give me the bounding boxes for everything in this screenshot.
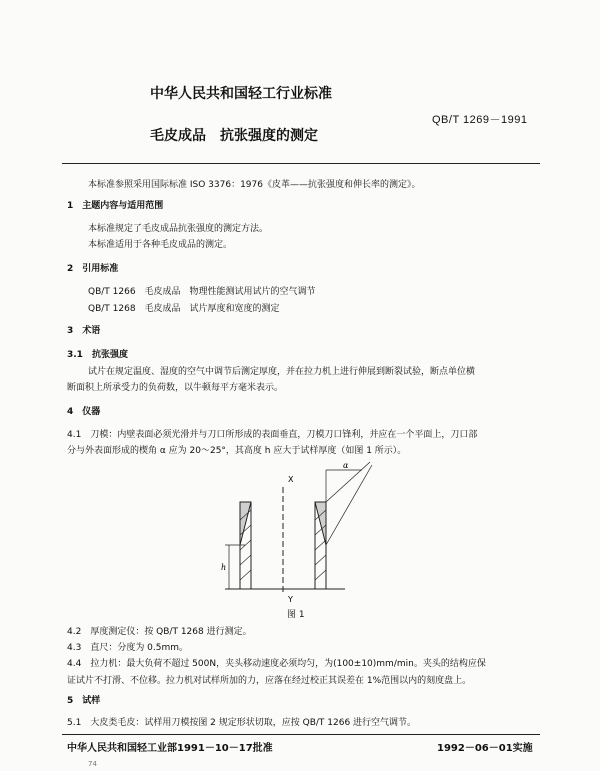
section-4-1-line-2: 分与外表面形成的楔角 α 应为 20～25°，其高度 h 应大于试样厚度（如图 1 所示）。 bbox=[67, 446, 407, 456]
section-4-3: 4.3 直尺：分度为 0.5mm。 bbox=[67, 643, 189, 653]
header-rule bbox=[62, 163, 540, 164]
die-right-wall bbox=[315, 502, 326, 589]
section-2-heading: 2 引用标准 bbox=[67, 264, 119, 274]
section-3-1-line-2: 断面积上所承受力的负荷数，以牛顿每平方毫米表示。 bbox=[67, 383, 284, 393]
section-5-heading: 5 试样 bbox=[67, 696, 101, 706]
section-3-heading: 3 术语 bbox=[67, 326, 101, 336]
section-4-4-line-1: 4.4 拉力机：最大负荷不超过 500N，夹头移动速度必须均匀，为(100±10)mm/min。夹头的结构应保 bbox=[67, 659, 486, 669]
doc-title: 毛皮成品 抗张强度的测定 bbox=[150, 128, 318, 144]
reference-2: QB/T 1268 毛皮成品 试片厚度和宽度的测定 bbox=[88, 304, 280, 314]
section-1-para-1: 本标准规定了毛皮成品抗张强度的测定方法。 bbox=[88, 224, 269, 234]
standard-number: QB/T 1269－1991 bbox=[432, 114, 528, 126]
figure-1-caption: 图 1 bbox=[287, 610, 305, 620]
section-1-para-2: 本标准适用于各种毛皮成品的测定。 bbox=[88, 240, 233, 250]
reference-1: QB/T 1266 毛皮成品 物理性能测试用试片的空气调节 bbox=[88, 287, 316, 297]
section-4-4-line-2: 证试片不打滑、不位移。拉力机对试样所加的力，应落在经过校正其误差在 1%范围以内的刻度盘上。 bbox=[67, 676, 472, 686]
intro-paragraph: 本标准参照采用国际标准 ISO 3376：1976《皮革——抗张强度和伸长率的测定》。 bbox=[88, 180, 421, 190]
section-3-1-heading: 3.1 抗张强度 bbox=[67, 350, 128, 360]
figure-label-h: h bbox=[221, 563, 227, 572]
die-right-blade bbox=[315, 502, 326, 545]
figure-label-alpha: α bbox=[343, 461, 349, 470]
page-number: 74 bbox=[88, 760, 97, 768]
die-left-wall bbox=[240, 502, 251, 589]
section-3-1-line-1: 试片在规定温度、湿度的空气中调节后测定厚度，并在拉力机上进行伸展到断裂试验，断点单位横 bbox=[88, 367, 476, 377]
outer-slope-line bbox=[326, 465, 372, 545]
section-4-2: 4.2 厚度测定仪：按 QB/T 1268 进行测定。 bbox=[67, 627, 252, 637]
section-1-heading: 1 主题内容与适用范围 bbox=[67, 201, 164, 211]
section-4-heading: 4 仪器 bbox=[67, 407, 101, 417]
angle-blade-line bbox=[326, 462, 370, 502]
section-5-1: 5.1 大皮类毛皮：试样用刀模按图 2 规定形状切取，应按 QB/T 1266 进行空气调节。 bbox=[67, 718, 417, 728]
section-4-1-line-1: 4.1 刀模：内壁表面必须光滑并与刀口所形成的表面垂直，刀模刀口锋利，并应在一个平面上，刀口部 bbox=[67, 430, 478, 440]
org-title: 中华人民共和国轻工行业标准 bbox=[150, 86, 332, 102]
footer-rule bbox=[62, 734, 540, 735]
die-hatching bbox=[240, 510, 326, 580]
approval-date: 中华人民共和国轻工业部1991－10－17批准 bbox=[67, 743, 273, 754]
figure-label-y: Y bbox=[288, 595, 293, 604]
effective-date: 1992－06－01实施 bbox=[437, 743, 533, 754]
figure-label-x: X bbox=[288, 475, 294, 484]
die-left-blade bbox=[240, 502, 251, 545]
